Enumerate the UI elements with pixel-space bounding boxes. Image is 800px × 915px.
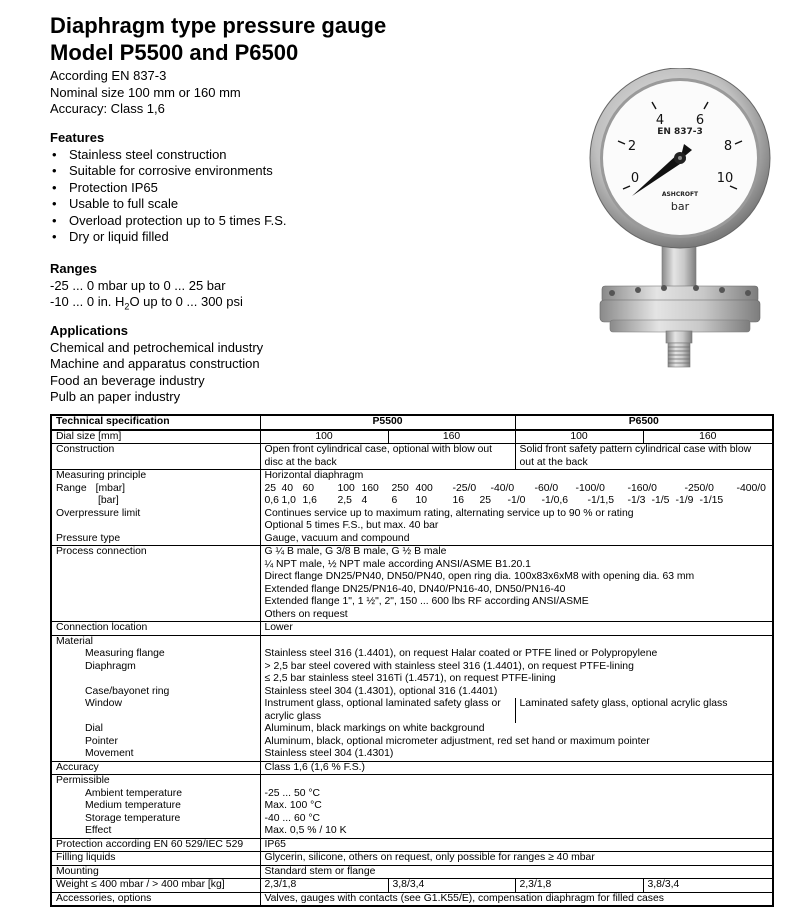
- range-value: 1,0: [281, 495, 296, 506]
- range-value: 4: [361, 495, 368, 506]
- table-cell: Laminated safety glass, optional acrylic glass: [515, 698, 773, 723]
- range-value: -250/0: [684, 482, 714, 494]
- table-cell: Aluminum, black markings on white background Aluminum, black, optional micrometer adjustment, red set hand or maximum pointer Stainless steel 304 (1.4301): [260, 723, 773, 761]
- table-row: [51, 546, 773, 622]
- table-row: [51, 838, 773, 852]
- row-label: Measuring principle Range [mbar] [bar] Overpressure limit: [51, 470, 260, 521]
- nominal-size-text: Nominal size 100 mm or 160 mm: [50, 84, 241, 100]
- header-info: [50, 68, 241, 118]
- range-value: -100/0: [575, 482, 605, 494]
- table-cell: IP65: [260, 838, 773, 852]
- table-cell: 160: [643, 430, 773, 444]
- table-row: [51, 444, 773, 470]
- range-value: -1/5: [651, 495, 670, 506]
- table-cell: Gauge, vacuum and compound: [260, 533, 773, 546]
- features-heading: Features: [50, 130, 105, 145]
- list-item: • Usable to full scale: [50, 196, 287, 213]
- list-item: • Dry or liquid filled: [50, 229, 287, 246]
- scale-label: 4: [655, 113, 665, 128]
- scale-label: 10: [716, 171, 734, 186]
- table-row: [51, 775, 773, 839]
- range-value: 40: [281, 482, 294, 494]
- table-header-spec: Technical specification: [51, 415, 260, 430]
- row-label: Protection according EN 60 529/IEC 529: [51, 838, 260, 852]
- list-item: • Overload protection up to 5 times F.S.: [50, 213, 287, 230]
- row-label: Dial size [mm]: [51, 430, 260, 444]
- table-header-p5500: P5500: [260, 415, 515, 430]
- range-value: 16: [452, 495, 465, 506]
- table-row: [51, 723, 773, 761]
- table-cell: Horizontal diaphragm 25 40 60 100 160 250 400 -25/0 -40/0 -60/0 -100/0 -160/0 -250/0 -400/0 0,6 1,0 1,6 2,5 4 6 10 16 25 -1/0 -1/0,6 -1/1,5 -1/3 -1/5 -1/9 -1/15 Continues service up to maximum rating, alternating service up to 90 % or rating: [260, 470, 773, 521]
- range-value: -160/0: [627, 482, 657, 494]
- table-row: [51, 698, 773, 723]
- accuracy-text: Accuracy: Class 1,6: [50, 101, 165, 116]
- row-label: Construction: [51, 444, 260, 470]
- table-cell: 3,8/3,4: [388, 879, 515, 893]
- range-value: 160: [361, 482, 379, 494]
- applications-section: [50, 323, 263, 406]
- range-value: -400/0: [736, 482, 766, 494]
- table-row: [51, 622, 773, 636]
- table-cell: Instrument glass, optional laminated safety glass or acrylic glass: [260, 698, 515, 723]
- table-cell: -25 ... 50 °C Max. 100 °C -40 ... 60 °C Max. 0,5 % / 10 K: [260, 775, 773, 839]
- range-value: -1/1,5: [587, 495, 615, 506]
- technical-spec-table: [50, 414, 774, 907]
- list-item: • Suitable for corrosive environments: [50, 163, 287, 180]
- table-cell: 100: [260, 430, 388, 444]
- row-label: Mounting: [51, 865, 260, 879]
- range-value: 6: [391, 495, 398, 506]
- table-row: [51, 430, 773, 444]
- row-label: Accuracy: [51, 761, 260, 775]
- list-item: Chemical and petrochemical industry: [50, 339, 264, 355]
- range-value: -1/9: [675, 495, 694, 506]
- table-cell: Optional 5 times F.S., but max. 40 bar: [260, 520, 773, 533]
- list-item: Machine and apparatus construction: [50, 356, 260, 371]
- gauge-standard-label: EN 837-3: [657, 127, 703, 137]
- range-value: 25: [264, 482, 277, 494]
- features-section: [50, 130, 287, 246]
- table-row: [51, 470, 773, 521]
- row-label: Weight ≤ 400 mbar / > 400 mbar [kg]: [51, 879, 260, 893]
- range-value: -25/0: [452, 482, 477, 494]
- range-value: 1,6: [302, 495, 317, 506]
- features-list: [50, 147, 287, 246]
- row-label: Pressure type: [51, 533, 260, 546]
- range-bar-values: [265, 495, 769, 508]
- table-cell: Valves, gauges with contacts (see G1.K55/E), compensation diaphragm for filled cases: [260, 892, 773, 906]
- table-row: [51, 865, 773, 879]
- table-header-p6500: P6500: [515, 415, 773, 430]
- table-row: [51, 892, 773, 906]
- standard-text: According EN 837-3: [50, 68, 167, 83]
- range-value: -1/15: [699, 495, 724, 506]
- ranges-section: [50, 261, 243, 315]
- table-cell: Glycerin, silicone, others on request, only possible for ranges ≥ 40 mbar: [260, 852, 773, 866]
- range-value: -60/0: [534, 482, 559, 494]
- table-cell: 2,3/1,8: [260, 879, 388, 893]
- row-label: Connection location: [51, 622, 260, 636]
- table-cell: 2,3/1,8: [515, 879, 643, 893]
- table-row: [51, 415, 773, 430]
- scale-label: 6: [695, 113, 705, 128]
- table-cell: Standard stem or flange: [260, 865, 773, 879]
- table-cell: 3,8/3,4: [643, 879, 773, 893]
- row-label: Window: [51, 698, 260, 723]
- scale-label: 2: [627, 139, 637, 154]
- range-value: 60: [302, 482, 315, 494]
- gauge-brand-label: ASHCROFT: [661, 191, 699, 198]
- range-value: 10: [415, 495, 428, 506]
- range-value: 0,6: [264, 495, 279, 506]
- row-label: Accessories, options: [51, 892, 260, 906]
- range-value: -1/0,6: [541, 495, 569, 506]
- row-label: Permissible Ambient temperature Medium temperature Storage temperature Effect: [51, 775, 260, 839]
- scale-label: 0: [630, 171, 640, 186]
- table-cell: Solid front safety pattern cylindrical case with blow out at the back: [515, 444, 773, 470]
- table-cell: 100: [515, 430, 643, 444]
- list-item: Food an beverage industry: [50, 372, 205, 388]
- list-item: • Protection IP65: [50, 180, 287, 197]
- row-label: Dial Pointer Movement: [51, 723, 260, 761]
- table-row: [51, 533, 773, 546]
- range-value: 400: [415, 482, 433, 494]
- row-label: Material Measuring flange Diaphragm Case/bayonet ring: [51, 635, 260, 698]
- range-value: -1/0: [507, 495, 526, 506]
- range-value: 25: [479, 495, 492, 506]
- range-value: 100: [337, 482, 355, 494]
- table-cell: Open front cylindrical case, optional with blow out disc at the back: [260, 444, 515, 470]
- title-line-1: Diaphragm type pressure gauge: [50, 13, 387, 38]
- ranges-heading: Ranges: [50, 261, 97, 276]
- page-title: [50, 12, 386, 66]
- table-cell: Lower: [260, 622, 773, 636]
- range-line-1: -25 ... 0 mbar up to 0 ... 25 bar: [50, 277, 226, 293]
- row-label: Filling liquids: [51, 852, 260, 866]
- list-item: Pulb an paper industry: [50, 389, 181, 404]
- range-value: -40/0: [490, 482, 515, 494]
- pressure-gauge-image: [580, 68, 780, 378]
- row-label: Process connection: [51, 546, 260, 622]
- gauge-unit-label: bar: [670, 200, 690, 213]
- table-row: [51, 852, 773, 866]
- applications-heading: Applications: [50, 323, 129, 338]
- table-cell: Class 1,6 (1,6 % F.S.): [260, 761, 773, 775]
- range-line-2: -10 ... 0 in. $H_2O$ up to 0 ... 300 psi: [50, 294, 243, 312]
- table-row: [51, 879, 773, 893]
- range-mbar-values: [265, 483, 769, 496]
- table-cell: G ¼ B male, G 3/8 B male, G ½ B male ¼ NPT male, ½ NPT male according ANSI/ASME B1.20.1 Direct flange DN25/PN40, DN50/PN40, open ring dia. 100x83x6xM8 with opening dia. 63 mm Extended flange DN25/PN16-40, DN40/PN16-40, DN50/PN16-40 Extended flange 1", 1 ½", 2", 150 ... 600 lbs RF according ANSI/ASME Others on request: [260, 546, 773, 622]
- list-item: • Stainless steel construction: [50, 147, 287, 164]
- range-value: 2,5: [337, 495, 352, 506]
- range-value: 250: [391, 482, 409, 494]
- table-row: [51, 520, 773, 533]
- table-row: [51, 635, 773, 698]
- table-row: [51, 761, 773, 775]
- title-line-2: Model P5500 and P6500: [50, 40, 299, 65]
- table-cell: 160: [388, 430, 515, 444]
- range-value: -1/3: [627, 495, 646, 506]
- scale-label: 8: [723, 139, 733, 154]
- table-cell: Stainless steel 316 (1.4401), on request Halar coated or PTFE lined or Polypropylene > 2,5 bar steel covered with stainless steel 316 (1.4401), on request PTFE-lining ≤ 2,5 bar stainless steel 316Ti (1.4571), on request PTFE-lining Stainless steel 304 (1.4301), optional 316 (1.4401): [260, 635, 773, 698]
